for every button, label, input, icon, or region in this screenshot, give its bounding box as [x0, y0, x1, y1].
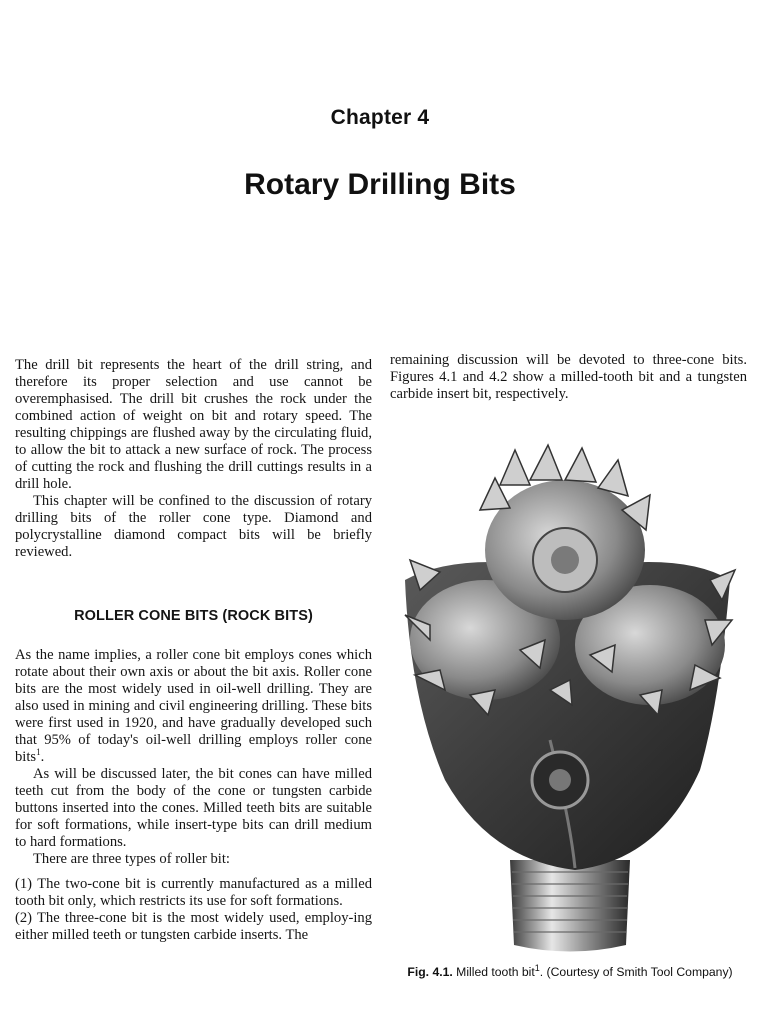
caption-reference: 1 — [534, 962, 540, 973]
right-paragraph-1: remaining discussion will be devoted to three-cone bits. Figures 4.1 and 4.2 show a milled-tooth bit and a tungsten carbide insert bit, respectively. — [390, 352, 747, 402]
section-heading: ROLLER CONE BITS (ROCK BITS) — [74, 608, 313, 624]
left-column — [15, 357, 372, 944]
section-paragraph-1-text: As the name implies, a roller cone bit employs cones which rotate about their own axis or about the bit axis. Roller cone bits are the most widely used in oil-well drilling. They are also used in mining and civil engineering drilling. These bits were first used in 1920, and have gradually developed such that 95% of today's oil-well drilling employs roller cone bits — [15, 647, 372, 765]
reference-marker: 1 — [36, 747, 41, 758]
section-paragraph-2: As will be discussed later, the bit cones can have milled teeth cut from the body of the cone or tungsten carbide buttons inserted into the cones. Milled teeth bits are suitable for soft formations, while insert-type bits can drill medium to hard formations. — [15, 766, 372, 850]
intro-paragraph-2: This chapter will be confined to the discussion of rotary drilling bits of the roller cone type. Diamond and polycrystalline diamond compact bits will be briefly reviewed. — [15, 493, 372, 560]
pin-thread — [510, 860, 630, 952]
figure-caption — [390, 964, 750, 980]
chapter-number: Chapter 4 — [330, 106, 430, 129]
roller-cone-bit-illustration — [400, 440, 740, 955]
right-column — [390, 352, 747, 403]
chapter-title: Rotary Drilling Bits — [244, 168, 516, 201]
section-paragraph-3: There are three types of roller bit: — [33, 851, 230, 867]
caption-text: Milled tooth bit — [456, 965, 535, 979]
figure-label: Fig. 4.1. — [407, 965, 453, 979]
caption-text-end: . (Courtesy of Smith Tool Company) — [539, 965, 733, 979]
section-paragraph-1-end: . — [40, 749, 45, 765]
list-item: (1) The two-cone bit is currently manufactured as a milled tooth bit only, which restricts its use for soft formations. — [15, 876, 372, 909]
list-item: (2) The three-cone bit is the most widely used, employ-ing either milled teeth or tungsten carbide inserts. The — [15, 910, 372, 943]
figure-milled-tooth-bit-photo — [400, 440, 740, 955]
intro-paragraph-1: The drill bit represents the heart of the drill string, and therefore its proper selection and use cannot be overemphasised. The drill bit crushes the rock under the combined action of weight on bit and rotary speed. The resulting chippings are flushed away by the circulating fluid, to allow the bit to attack a new surface of rock. The process of cutting the rock and flushing the drill cuttings results in a drill hole. — [15, 357, 372, 492]
section-paragraph-1 — [15, 647, 372, 766]
